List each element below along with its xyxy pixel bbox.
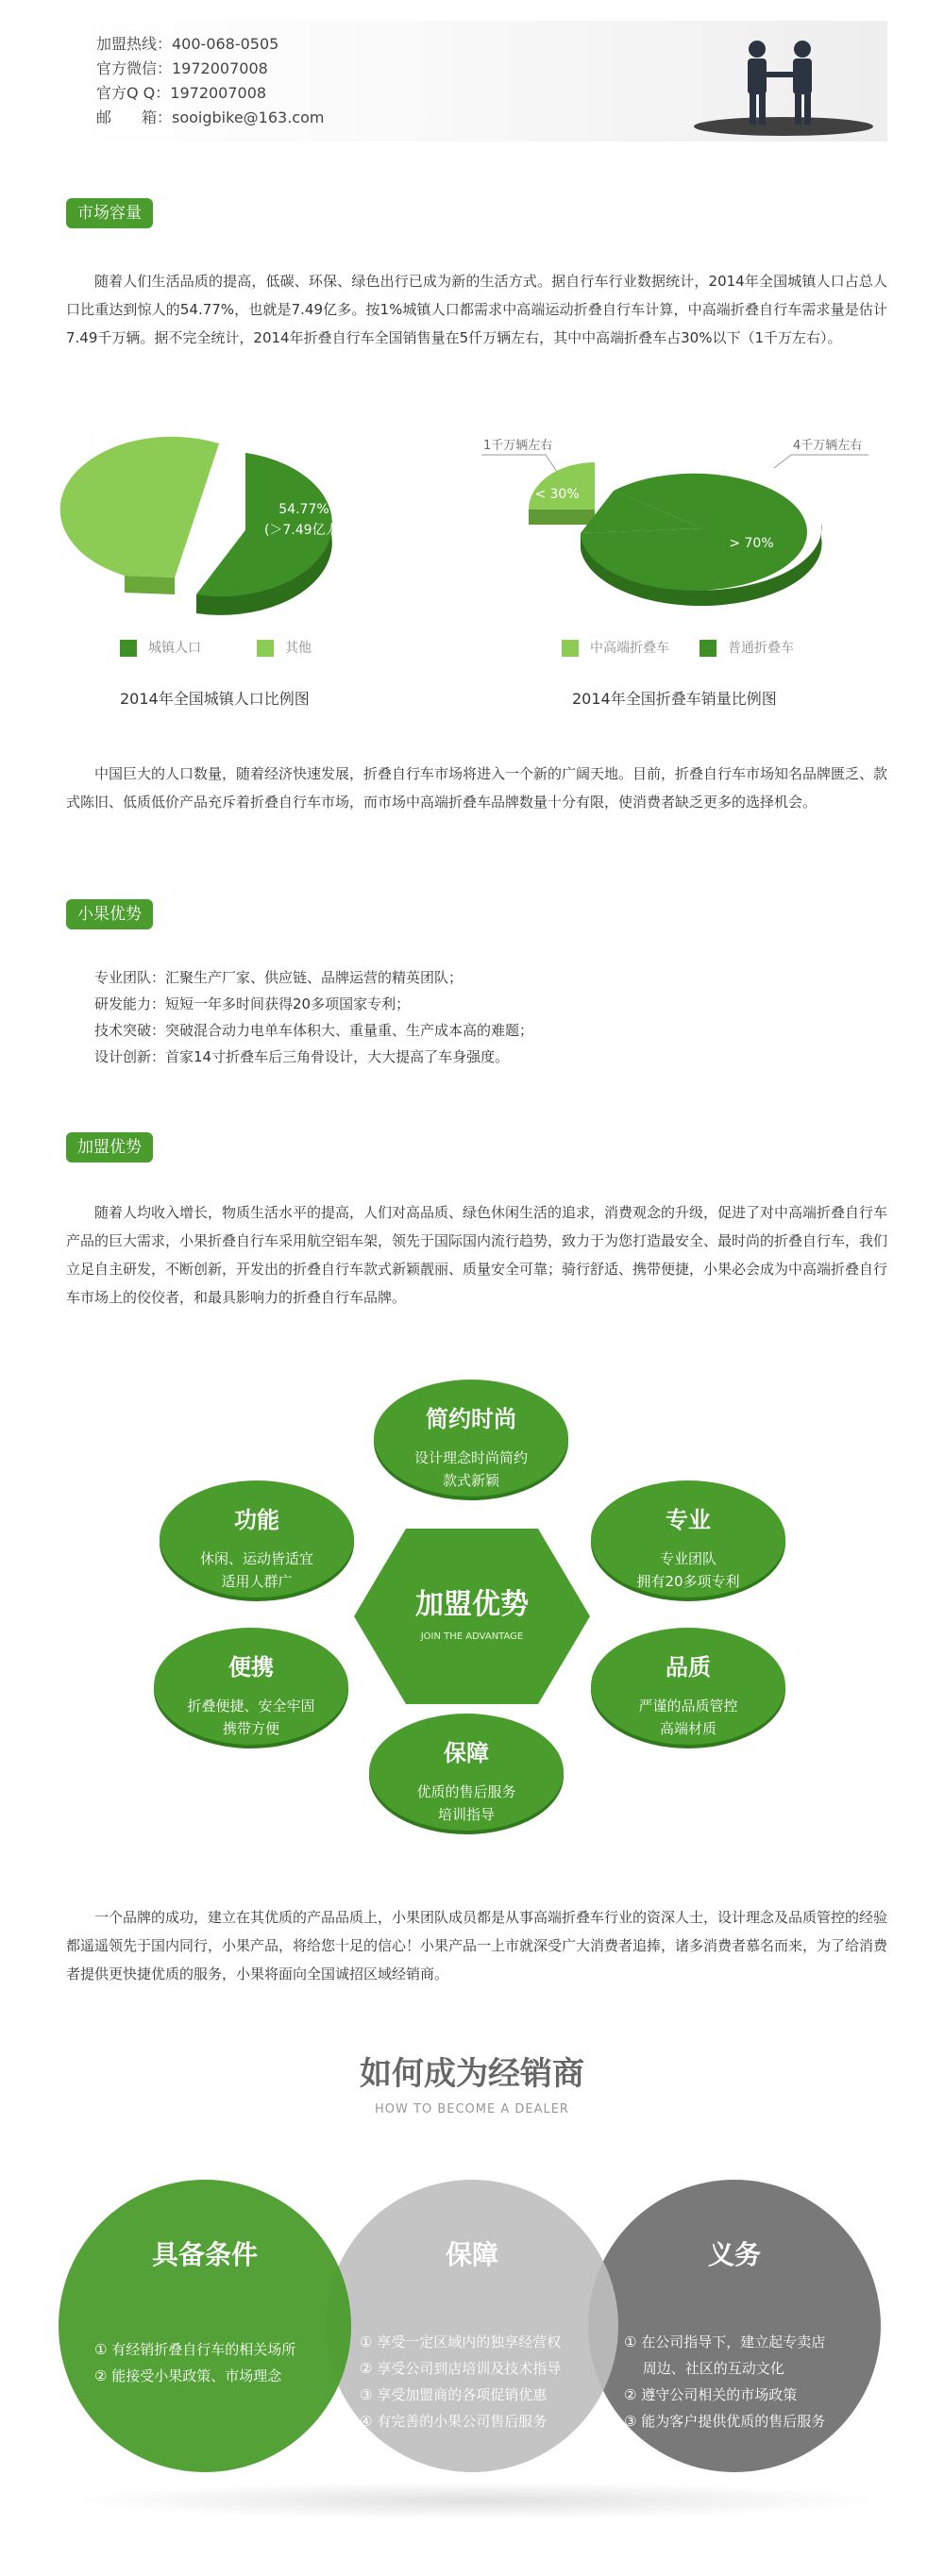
pie1-slice-other xyxy=(60,437,219,577)
pie1-legend-urban: 城镇人口 xyxy=(120,638,201,657)
advantage-item: 技术突破：突破混合动力电单车体积大、重量重、生产成本高的难题； xyxy=(94,1022,534,1039)
market-paragraph-1: 随着人们生活品质的提高，低碳、环保、绿色出行已成为新的生活方式。据自行车行业数据统计，2014年全国城镇人口占总人口比重达到惊人的54.77%，也就是7.49亿多。按1%城镇人口都需求中高端运动折叠自行车计算，中高端折叠自行车需求量是估计7.49千万辆。据不完全统计，2014年折叠自行车全国销售量在5仟万辆左右，其中中高端折叠车占30%以下（1千万左右）。 xyxy=(66,273,887,346)
center-subtitle: JOIN THE ADVANTAGE xyxy=(420,1631,524,1642)
dealer-subtitle: HOW TO BECOME A DEALER xyxy=(375,2102,569,2116)
pie2-callout-right: 4千万辆左右 xyxy=(793,439,863,453)
dealer-circle-guarantee: 保障 ① 享受一定区域内的独享经营权 ② 享受公司到店培训及技术指导 ③ 享受加盟商的各项促销优惠 ④ 有完善的小果公司售后服务 xyxy=(326,2180,618,2472)
email-text[interactable]: 邮 箱：sooigbike@163.com xyxy=(96,109,325,126)
pie2-slice-highend xyxy=(529,462,595,510)
advantage-list xyxy=(94,964,533,1070)
advantage-item: 研发能力：短短一年多时间获得20多项国家专利； xyxy=(94,995,411,1012)
wechat-text: 官方微信：1972007008 xyxy=(96,59,268,77)
pie-chart-sales xyxy=(463,434,906,623)
pie1-legend-other: 其他 xyxy=(257,638,312,657)
node-guarantee: 保障 优质的售后服务 培训指导 xyxy=(369,1714,564,1831)
pie1-title: 2014年全国城镇人口比例图 xyxy=(120,690,310,708)
advantage-item: 专业团队：汇聚生产厂家、供应链、品牌运营的精英团队； xyxy=(94,969,464,986)
dealer-circle-obligation: 义务 ① 在公司指导下，建立起专卖店 周边、社区的互动文化 ② 遵守公司相关的市场政策 ③ 能为客户提供优质的售后服务 xyxy=(588,2180,881,2472)
node-simple-fashion: 简约时尚 设计理念时尚简约 款式新颖 xyxy=(374,1380,568,1497)
advantage-item: 设计创新：首家14寸折叠车后三角骨设计，大大提高了车身强度。 xyxy=(94,1048,510,1065)
pie1-label-percent: 54.77% xyxy=(278,502,329,517)
dealer-circles-shadow xyxy=(66,2482,887,2519)
pie-chart-population xyxy=(57,434,415,623)
node-function: 功能 休闲、运动皆适宜 适用人群广 xyxy=(160,1480,354,1597)
pie2-callout-left: 1千万辆左右 xyxy=(483,439,553,453)
join-paragraph: 随着人均收入增长，物质生活水平的提高，人们对高品质、绿色休闲生活的追求，消费观念的升级，促进了对中高端折叠自行车产品的巨大需求，小果折叠自行车采用航空铝车架，领先于国际国内流行趋势，致力于为您打造最安全、最时尚的折叠自行车，我们立足自主研发，不断创新，开发出的折叠自行车款式新颖靓丽、质量安全可靠；骑行舒适、携带便捷，小果必会成为中高端折叠自行车市场上的佼佼者，和最具影响力的折叠自行车品牌。 xyxy=(66,1204,888,1306)
dealer-title: 如何成为经销商 xyxy=(360,2055,584,2093)
pie2-label-normal: > 70% xyxy=(729,536,774,551)
node-professional: 专业 专业团队 拥有20多项专利 xyxy=(591,1480,785,1597)
pie2-label-highend: < 30% xyxy=(534,487,580,502)
center-title: 加盟优势 xyxy=(415,1588,529,1621)
dealer-circle-requirements: 具备条件 ① 有经销折叠自行车的相关场所 ② 能接受小果政策、市场理念 xyxy=(59,2180,351,2472)
handshake-illustration-icon xyxy=(680,21,887,142)
node-quality: 品质 严谨的品质管控 高端材质 xyxy=(591,1628,785,1745)
qq-text: 官方Q Q：1972007008 xyxy=(96,84,267,102)
pie1-label-people: (＞7.49亿人) xyxy=(263,523,345,538)
section-tag-join: 加盟优势 xyxy=(66,1132,153,1163)
section-tag-market: 市场容量 xyxy=(66,198,153,228)
hotline-text: 加盟热线：400-068-0505 xyxy=(96,35,279,53)
pie2-slice-normal xyxy=(581,474,807,591)
section-tag-advantage: 小果优势 xyxy=(66,899,153,929)
market-paragraph-2: 中国巨大的人口数量，随着经济快速发展，折叠自行车市场将进入一个新的广阔天地。目前，折叠自行车市场知名品牌匮乏、款式陈旧、低质低价产品充斥着折叠自行车市场，而市场中高端折叠车品牌数量十分有限，使消费者缺乏更多的选择机会。 xyxy=(66,765,888,811)
join-paragraph-2: 一个品牌的成功，建立在其优质的产品品质上，小果团队成员都是从事高端折叠车行业的资深人士，设计理念及品质管控的经验都遥遥领先于国内同行，小果产品，将给您十足的信心！小果产品一上市就深受广大消费者追捧，诸多消费者慕名而来，为了给消费者提供更快捷优质的服务，小果将面向全国诚招区域经销商。 xyxy=(66,1909,888,1982)
pie2-title: 2014年全国折叠车销量比例图 xyxy=(572,690,777,708)
contact-banner xyxy=(66,21,887,142)
pie2-legend-normal: 普通折叠车 xyxy=(700,638,794,657)
pie2-legend-highend: 中高端折叠车 xyxy=(562,638,669,657)
join-center-hexagon xyxy=(354,1529,590,1704)
node-portable: 便携 折叠便捷、安全牢固 携带方便 xyxy=(154,1628,348,1745)
